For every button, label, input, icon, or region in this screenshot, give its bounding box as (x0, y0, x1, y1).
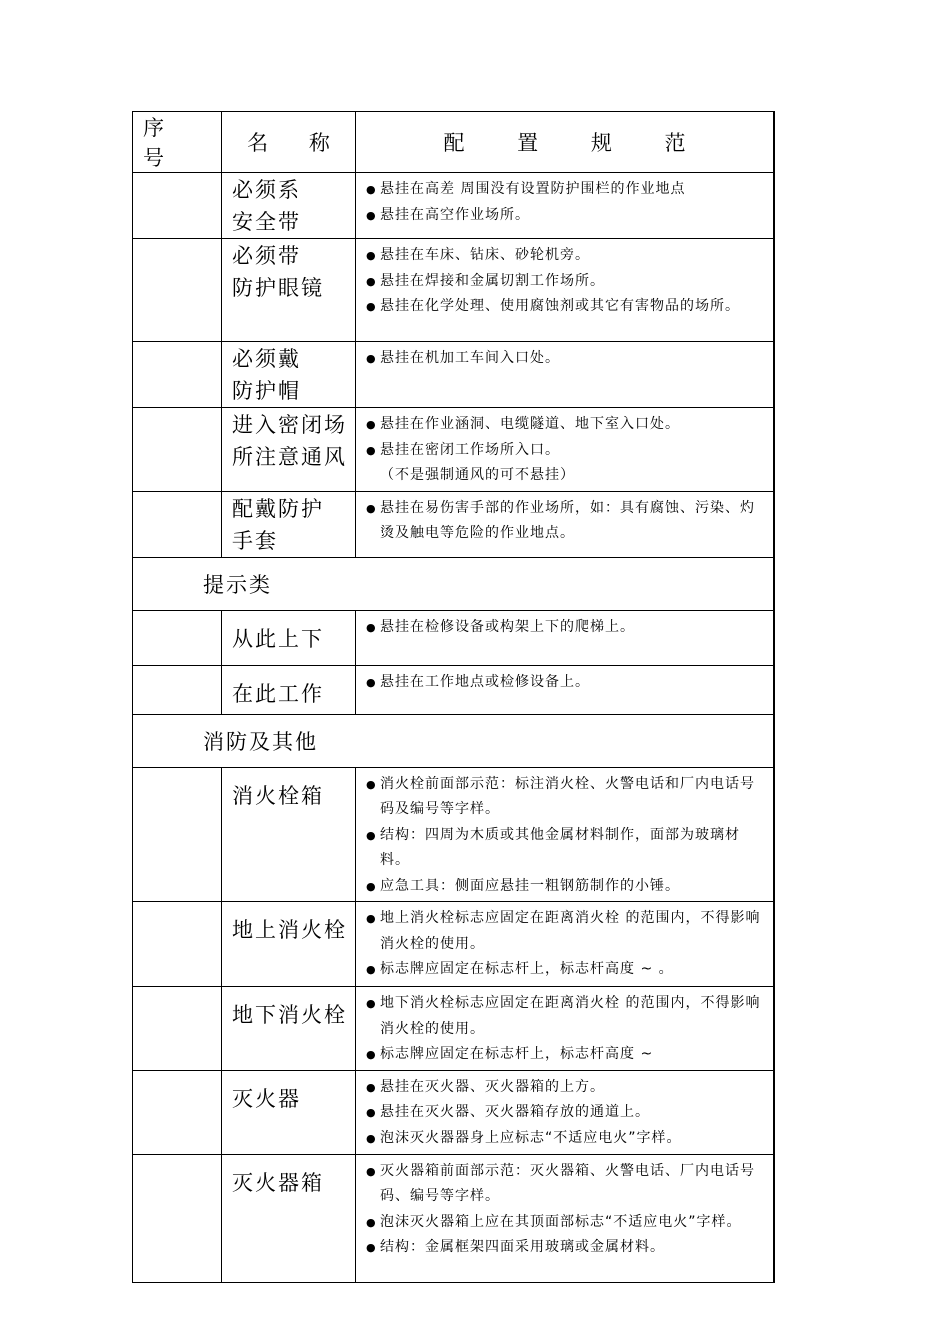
name-cell: 从此上下 (222, 610, 356, 665)
spec-item: ● 灭火器箱前面部示范：灭火器箱、火警电话、厂内电话号码、编号等字样。 (366, 1159, 767, 1210)
spec-item: ● 悬挂在化学处理、使用腐蚀剂或其它有害物品的场所。 (366, 294, 767, 320)
table-row (133, 1154, 774, 1282)
spec-cell (356, 610, 774, 665)
header-spec: 配 置 规 范 (356, 112, 774, 173)
table-row (133, 173, 774, 239)
table-row (133, 902, 774, 987)
name-cell (222, 408, 356, 492)
spec-note: （不是强制通风的可不悬挂） (380, 467, 575, 483)
name-cell (222, 491, 356, 557)
spec-item: ● 悬挂在机加工车间入口处。 (366, 346, 767, 372)
serial-cell (133, 491, 222, 557)
name-line: 进入密闭场 (232, 413, 347, 437)
spec-cell (356, 239, 774, 342)
name-cell: 消火栓箱 (222, 767, 356, 902)
name-cell (222, 239, 356, 342)
table-row (133, 342, 774, 408)
serial-cell (133, 408, 222, 492)
spec-item: ● 地下消火栓标志应固定在距离消火栓 的范围内，不得影响消火栓的使用。 (366, 991, 767, 1042)
spec-item: ● 结构：金属框架四面采用玻璃或金属材料。 (366, 1235, 767, 1261)
spec-item: ● 地上消火栓标志应固定在距离消火栓 的范围内，不得影响消火栓的使用。 (366, 906, 767, 957)
table-row (133, 408, 774, 492)
spec-cell (356, 767, 774, 902)
name-line: 必须系 (232, 178, 301, 202)
name-line: 安全带 (232, 210, 301, 234)
serial-cell (133, 173, 222, 239)
name-cell (222, 173, 356, 239)
name-line: 防护眼镜 (232, 276, 324, 300)
header-name: 名 称 (222, 112, 356, 173)
name-cell: 在此工作 (222, 665, 356, 714)
spec-item: ● 悬挂在灭火器、灭火器箱的上方。 (366, 1075, 767, 1101)
name-cell (222, 342, 356, 408)
name-line: 手套 (232, 528, 278, 553)
spec-item: ● 消火栓前面部示范：标注消火栓、火警电话和厂内电话号码及编号等字样。 (366, 772, 767, 823)
spec-cell (356, 987, 774, 1071)
spec-item: ● 悬挂在密闭工作场所入口。 (366, 438, 767, 464)
serial-cell (133, 902, 222, 987)
name-line: 所注意通风 (232, 445, 347, 469)
spec-item: ● 标志牌应固定在标志杆上，标志杆高度 ~ (366, 1042, 767, 1068)
table-row (133, 665, 774, 714)
spec-item: ● 悬挂在车床、钻床、砂轮机旁。 (366, 243, 767, 269)
signage-spec-table (132, 111, 774, 1283)
name-cell: 地上消火栓 (222, 902, 356, 987)
table-row (133, 767, 774, 902)
spec-cell (356, 1154, 774, 1282)
section-title: 提示类 (133, 557, 774, 610)
spec-item: ● 悬挂在高差 周围没有设置防护围栏的作业地点 (366, 177, 767, 203)
section-row-fire (133, 714, 774, 767)
spec-item: ● 泡沫灭火器器身上应标志“不适应电火”字样。 (366, 1126, 767, 1152)
spec-cell (356, 1070, 774, 1154)
header-serial: 序 号 (133, 112, 222, 173)
serial-cell (133, 767, 222, 902)
table-row (133, 491, 774, 557)
section-title: 消防及其他 (133, 714, 774, 767)
spec-item: ● 悬挂在焊接和金属切割工作场所。 (366, 269, 767, 295)
spec-item: ● 悬挂在易伤害手部的作业场所，如：具有腐蚀、污染、灼烫及触电等危险的作业地点。 (366, 496, 767, 547)
spec-cell (356, 491, 774, 557)
spec-item: ● 悬挂在检修设备或构架上下的爬梯上。 (366, 615, 767, 641)
serial-cell (133, 239, 222, 342)
section-row-hints (133, 557, 774, 610)
name-cell: 灭火器 (222, 1070, 356, 1154)
spec-cell (356, 665, 774, 714)
table-row (133, 610, 774, 665)
serial-cell (133, 610, 222, 665)
spec-item: ● 应急工具：侧面应悬挂一粗钢筋制作的小锤。 (366, 874, 767, 900)
spec-cell (356, 902, 774, 987)
name-cell: 灭火器箱 (222, 1154, 356, 1282)
name-line: 配戴防护 (232, 496, 324, 521)
serial-cell (133, 987, 222, 1071)
spec-cell (356, 173, 774, 239)
header-row (133, 112, 774, 173)
serial-cell (133, 1070, 222, 1154)
signage-spec-table-container (132, 111, 773, 1283)
spec-item: ● 泡沫灭火器箱上应在其顶面部标志“不适应电火”字样。 (366, 1210, 767, 1236)
serial-cell (133, 1154, 222, 1282)
spec-item: ● 结构：四周为木质或其他金属材料制作，面部为玻璃材料。 (366, 823, 767, 874)
spec-item: ● 悬挂在高空作业场所。 (366, 203, 767, 229)
spec-item: ● 悬挂在灭火器、灭火器箱存放的通道上。 (366, 1100, 767, 1126)
serial-cell (133, 342, 222, 408)
spec-item: ● 标志牌应固定在标志杆上，标志杆高度 ~ 。 (366, 957, 767, 983)
spec-cell (356, 342, 774, 408)
table-row (133, 239, 774, 342)
spec-cell (356, 408, 774, 492)
name-line: 防护帽 (232, 379, 301, 403)
table-row (133, 987, 774, 1071)
serial-cell (133, 665, 222, 714)
spec-item: ● 悬挂在工作地点或检修设备上。 (366, 670, 767, 696)
name-line: 必须带 (232, 244, 301, 268)
table-row (133, 1070, 774, 1154)
name-cell: 地下消火栓 (222, 987, 356, 1071)
spec-item: ● 悬挂在作业涵洞、电缆隧道、地下室入口处。 (366, 412, 767, 438)
name-line: 必须戴 (232, 347, 301, 371)
